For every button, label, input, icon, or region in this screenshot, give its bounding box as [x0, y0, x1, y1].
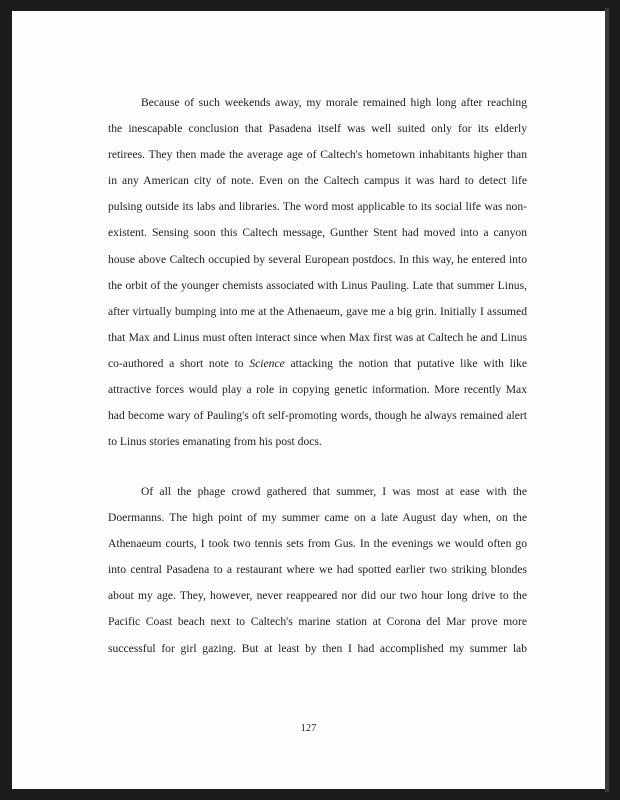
- page-edge-shadow: [605, 8, 609, 792]
- text-line: pulsing outside its labs and libraries. The word most applicable to its social life was non-: [108, 200, 527, 214]
- text-line: had become wary of Pauling's oft self-promoting words, though he always remained alert: [108, 409, 527, 423]
- text-segment: attacking the notion that putative like with like: [284, 356, 527, 370]
- text-line: Pacific Coast beach next to Caltech's marine station at Corona del Mar prove more: [108, 615, 527, 629]
- text-line: into central Pasadena to a restaurant where we had spotted earlier two striking blondes: [108, 563, 527, 577]
- italic-title-science: Science: [249, 356, 285, 370]
- text-line: after virtually bumping into me at the Athenaeum, gave me a big grin. Initially I assumed: [108, 304, 527, 318]
- paragraph-2: [108, 479, 527, 662]
- text-line: about my age. They, however, never reappeared nor did our two hour long drive to the: [108, 589, 527, 603]
- text-line: successful for girl gazing. But at least by then I had accomplished my summer lab: [108, 641, 527, 655]
- text-line: Because of such weekends away, my morale remained high long after reaching: [141, 96, 527, 109]
- text-line-with-italic: [108, 351, 527, 377]
- text-line: that Max and Linus must often interact since when Max first was at Caltech he and Linus: [108, 330, 527, 344]
- manuscript-page: [12, 11, 605, 789]
- text-line: retirees. They then made the average age of Caltech's hometown inhabitants higher than: [108, 148, 527, 162]
- text-line: existent. Sensing soon this Caltech message, Gunther Stent had moved into a canyon: [108, 226, 527, 240]
- text-line: house above Caltech occupied by several European postdocs. In this way, he entered into: [108, 252, 527, 266]
- paragraph-1: [108, 90, 527, 455]
- text-line: the orbit of the younger chemists associated with Linus Pauling. Late that summer Linus,: [108, 278, 527, 292]
- text-line: Doermanns. The high point of my summer came on a late August day when, on the: [108, 511, 527, 525]
- text-line: the inescapable conclusion that Pasadena itself was well suited only for its elderly: [108, 122, 527, 136]
- text-line: Of all the phage crowd gathered that summer, I was most at ease with the: [141, 485, 527, 498]
- text-segment: co-authored a short note to: [108, 356, 250, 370]
- text-line: attractive forces would play a role in copying genetic information. More recently Max: [108, 383, 527, 397]
- text-line: Athenaeum courts, I took two tennis sets from Gus. In the evenings we would often go: [108, 537, 527, 551]
- text-line: to Linus stories emanating from his post docs.: [108, 435, 322, 449]
- page-number: 127: [300, 723, 317, 734]
- text-line: in any American city of note. Even on the Caltech campus it was hard to detect life: [108, 174, 527, 188]
